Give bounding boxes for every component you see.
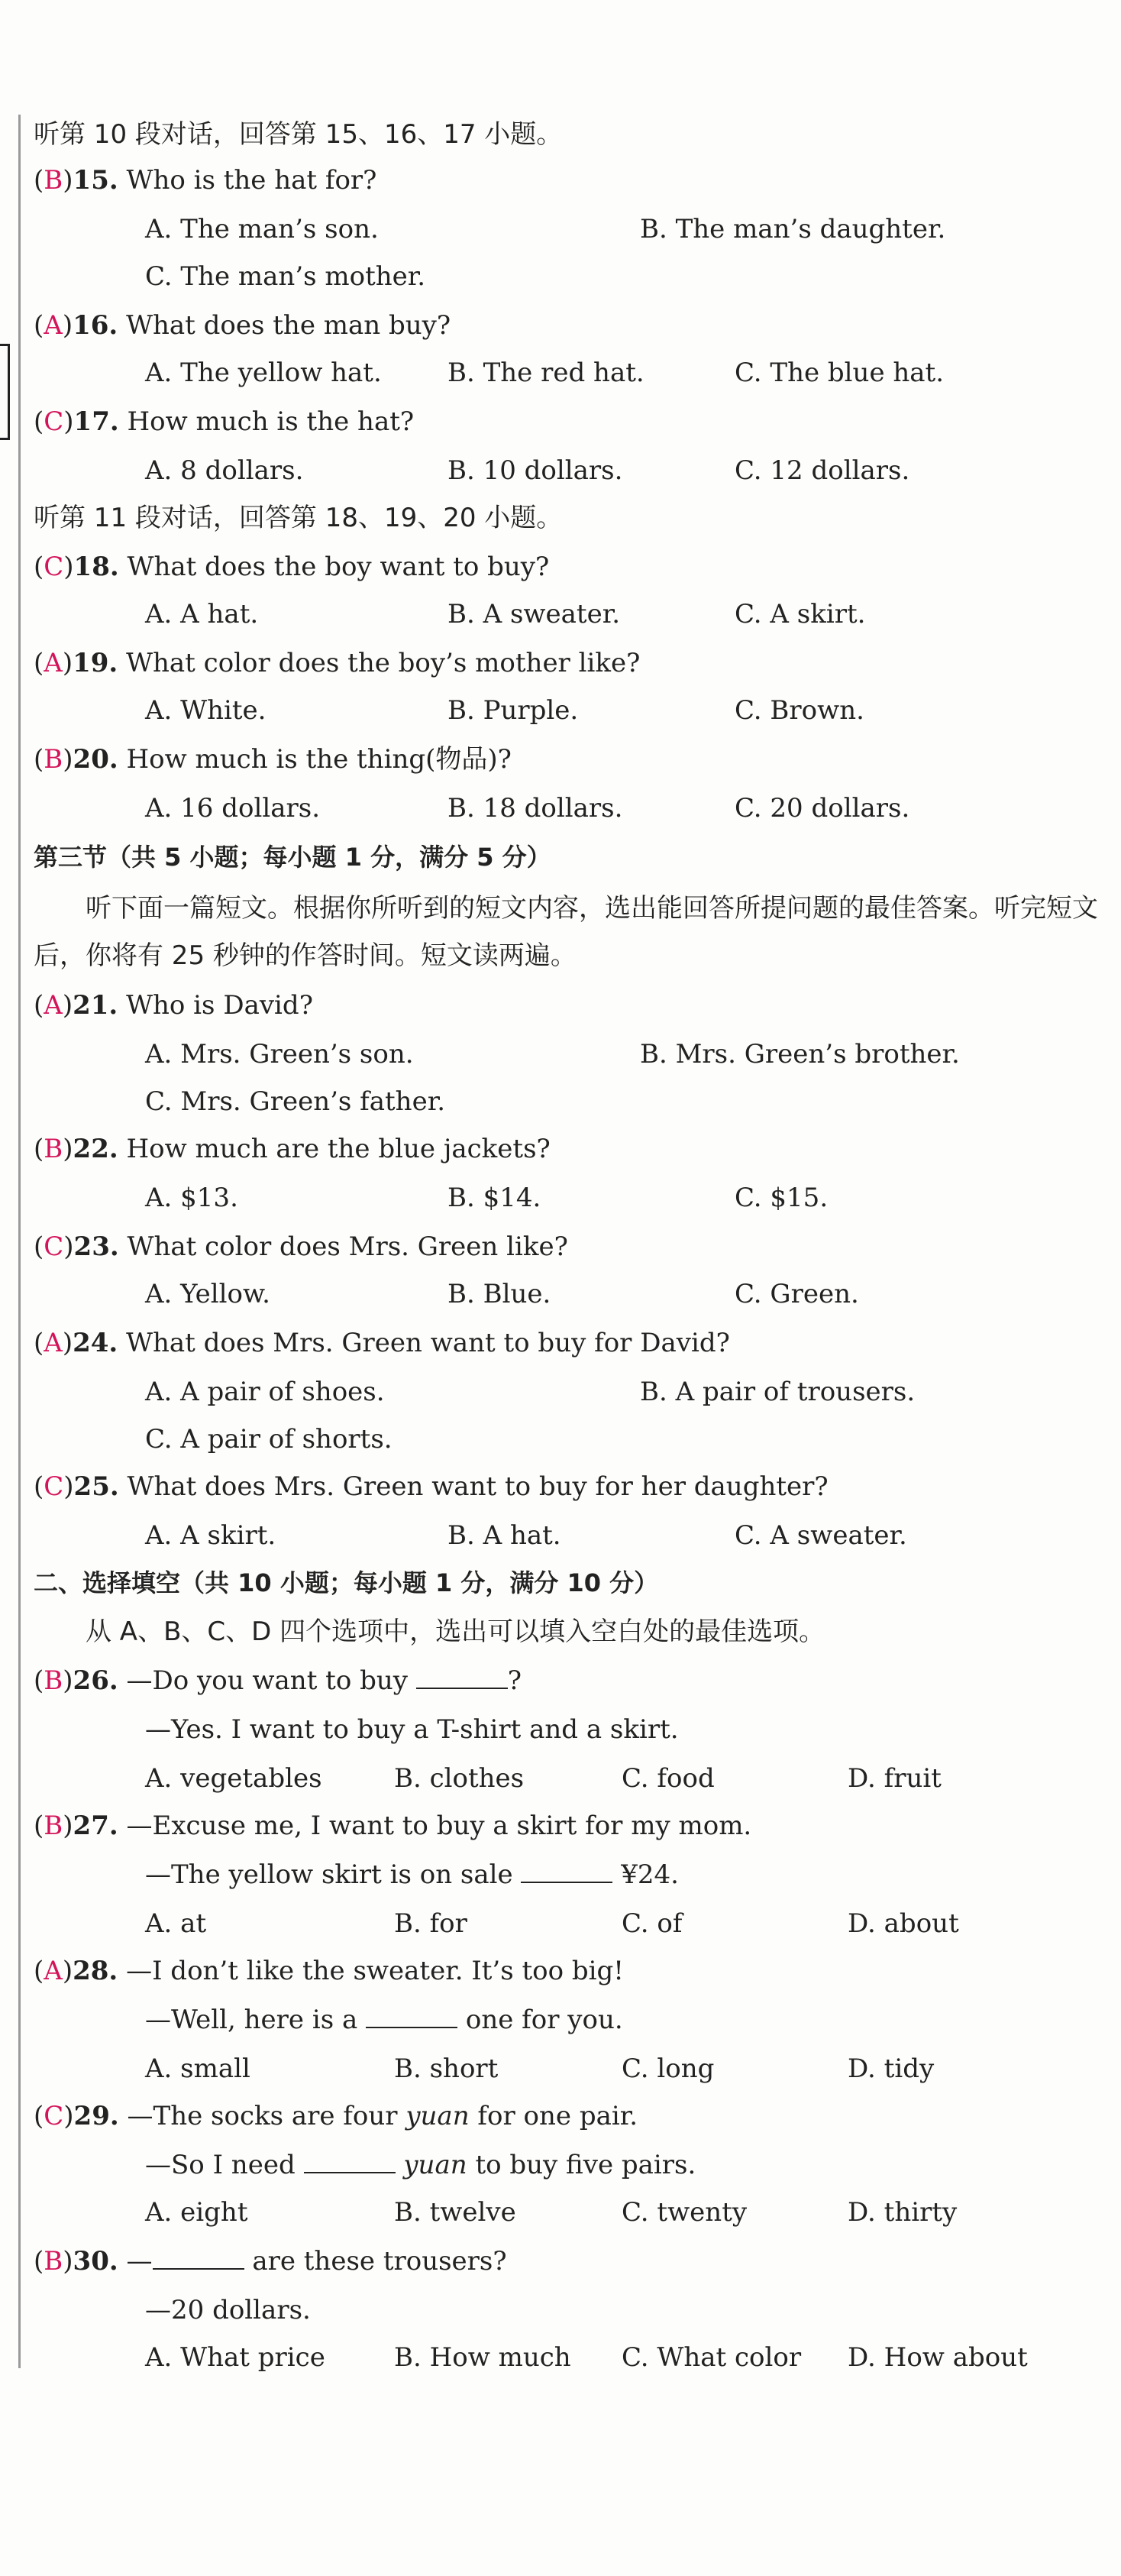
line-2-text: —The yellow skirt is on sale xyxy=(145,1859,513,1890)
question-text: —Do you want to buy xyxy=(126,1665,408,1696)
question-28-line-2 xyxy=(145,2003,623,2037)
question-number: 28. xyxy=(73,1956,118,1986)
question-text: What color does Mrs. Green like? xyxy=(127,1231,568,1262)
question-25: (C)25. What does Mrs. Green want to buy for her daughter? xyxy=(34,1471,829,1502)
part-10-header: 听第 10 段对话，回答第 15、16、17 小题。 xyxy=(34,119,563,150)
question-text: How much are the blue jackets? xyxy=(126,1134,551,1164)
question-number: 15. xyxy=(73,165,118,196)
option-21-b: B. Mrs. Green’s brother. xyxy=(640,1039,960,1070)
answer-21: A xyxy=(44,990,63,1021)
answer-27: B xyxy=(44,1811,63,1841)
option-22-c: C. $15. xyxy=(735,1183,829,1213)
line-2-text-italic: yuan xyxy=(403,2150,467,2180)
section-3-instructions: 听下面一篇短文。根据你所听到的短文内容，选出能回答所提问题的最佳答案。听完短文后，你将有 25 秒钟的作答时间。短文读两遍。 xyxy=(34,893,1098,971)
option-24-b: B. A pair of trousers. xyxy=(640,1377,916,1407)
option-17-a: A. 8 dollars. xyxy=(145,455,304,486)
answer-17: C xyxy=(44,406,64,437)
question-24: (A)24. What does Mrs. Green want to buy for David? xyxy=(34,1328,730,1358)
answer-15: B xyxy=(44,165,63,196)
question-text: — xyxy=(126,2246,153,2277)
question-number: 18. xyxy=(73,552,119,582)
question-text: —The socks are four xyxy=(127,2101,398,2131)
option-26-d: D. fruit xyxy=(848,1763,942,1794)
option-23-a: A. Yellow. xyxy=(145,1279,270,1309)
option-15-b: B. The man’s daughter. xyxy=(640,214,946,244)
answer-30: B xyxy=(44,2246,63,2277)
option-21-a: A. Mrs. Green’s son. xyxy=(145,1039,414,1070)
option-15-a: A. The man’s son. xyxy=(145,214,379,244)
question-27: (B)27. —Excuse me, I want to buy a skirt for my mom. xyxy=(34,1811,752,1841)
question-number: 26. xyxy=(73,1665,118,1696)
option-19-c: C. Brown. xyxy=(735,695,864,726)
part-11-header: 听第 11 段对话，回答第 18、19、20 小题。 xyxy=(34,503,563,533)
answer-blank[interactable] xyxy=(153,2247,244,2270)
option-27-d: D. about xyxy=(848,1908,959,1939)
line-2-text-after: ¥24. xyxy=(621,1859,679,1890)
question-text: What does Mrs. Green want to buy for David? xyxy=(126,1328,730,1358)
answer-blank[interactable] xyxy=(521,1860,612,1883)
option-23-b: B. Blue. xyxy=(447,1279,551,1309)
question-23: (C)23. What color does Mrs. Green like? xyxy=(34,1231,568,1262)
option-20-a: A. 16 dollars. xyxy=(145,793,321,824)
answer-26: B xyxy=(44,1665,63,1696)
answer-24: A xyxy=(44,1328,63,1358)
question-number: 24. xyxy=(73,1328,118,1358)
question-19: (A)19. What color does the boy’s mother like? xyxy=(34,648,641,678)
question-18: (C)18. What does the boy want to buy? xyxy=(34,552,550,582)
answer-blank[interactable] xyxy=(304,2150,396,2173)
line-2-text: —Well, here is a xyxy=(145,2005,358,2035)
question-17: (C)17. How much is the hat? xyxy=(34,406,415,437)
option-16-a: A. The yellow hat. xyxy=(145,358,382,388)
option-27-a: A. at xyxy=(145,1908,207,1939)
question-text: —I don’t like the sweater. It’s too big! xyxy=(126,1956,624,1986)
option-17-b: B. 10 dollars. xyxy=(447,455,623,486)
option-20-b: B. 18 dollars. xyxy=(447,793,623,824)
option-22-a: A. $13. xyxy=(145,1183,238,1213)
answer-blank[interactable] xyxy=(366,2005,457,2028)
option-18-b: B. A sweater. xyxy=(447,599,621,629)
question-text: What does Mrs. Green want to buy for her daughter? xyxy=(127,1471,829,1502)
question-16: (A)16. What does the man buy? xyxy=(34,310,451,341)
question-text: Who is the hat for? xyxy=(126,165,377,196)
question-26: (B)26. —Do you want to buy ? xyxy=(34,1665,522,1696)
option-17-c: C. 12 dollars. xyxy=(735,455,910,486)
option-30-a: A. What price xyxy=(145,2342,325,2373)
question-number: 23. xyxy=(73,1231,119,1262)
answer-29: C xyxy=(44,2101,64,2131)
option-30-d: D. How about xyxy=(848,2342,1028,2373)
question-number: 20. xyxy=(73,744,118,775)
answer-16: A xyxy=(44,310,63,341)
question-text-after: ? xyxy=(507,1665,522,1696)
option-28-c: C. long xyxy=(622,2053,715,2084)
option-29-d: D. thirty xyxy=(848,2197,958,2228)
question-29-line-2 xyxy=(145,2148,696,2182)
question-29: (C)29. —The socks are four yuan for one pair. xyxy=(34,2101,638,2131)
option-26-c: C. food xyxy=(622,1763,715,1794)
option-24-c: C. A pair of shorts. xyxy=(145,1424,393,1455)
option-27-c: C. of xyxy=(622,1908,683,1939)
answer-23: C xyxy=(44,1231,64,1262)
question-number: 29. xyxy=(73,2101,119,2131)
option-29-c: C. twenty xyxy=(622,2197,748,2228)
answer-25: C xyxy=(44,1471,64,1502)
line-2-text-after: to buy five pairs. xyxy=(475,2150,696,2180)
answer-28: A xyxy=(44,1956,63,1986)
option-29-a: A. eight xyxy=(145,2197,248,2228)
question-text-after: are these trousers? xyxy=(252,2246,507,2277)
option-26-a: A. vegetables xyxy=(145,1763,322,1794)
question-number: 30. xyxy=(73,2246,118,2277)
part-2-instructions: 从 A、B、C、D 四个选项中，选出可以填入空白处的最佳选项。 xyxy=(86,1616,825,1647)
question-number: 16. xyxy=(73,310,118,341)
option-16-b: B. The red hat. xyxy=(447,358,644,388)
option-16-c: C. The blue hat. xyxy=(735,358,945,388)
question-text: What does the boy want to buy? xyxy=(127,552,550,582)
question-28: (A)28. —I don’t like the sweater. It’s too big! xyxy=(34,1956,624,1986)
answer-blank[interactable] xyxy=(416,1666,508,1689)
option-19-b: B. Purple. xyxy=(447,695,579,726)
answer-19: A xyxy=(44,648,63,678)
question-15: (B)15. Who is the hat for? xyxy=(34,165,377,196)
option-29-b: B. twelve xyxy=(394,2197,516,2228)
question-number: 27. xyxy=(73,1811,118,1841)
option-20-c: C. 20 dollars. xyxy=(735,793,910,824)
question-number: 21. xyxy=(73,990,118,1021)
option-18-c: C. A skirt. xyxy=(735,599,866,629)
option-28-b: B. short xyxy=(394,2053,499,2084)
question-text: How much is the hat? xyxy=(127,406,415,437)
option-28-a: A. small xyxy=(145,2053,250,2084)
question-text: How much is the thing(物品)? xyxy=(126,744,512,775)
option-18-a: A. A hat. xyxy=(145,599,259,629)
option-25-c: C. A sweater. xyxy=(735,1520,907,1551)
option-30-c: C. What color xyxy=(622,2342,802,2373)
question-27-line-2 xyxy=(145,1858,679,1892)
question-21: (A)21. Who is David? xyxy=(34,990,313,1021)
answer-18: C xyxy=(44,552,64,582)
option-15-c: C. The man’s mother. xyxy=(145,261,426,292)
option-23-c: C. Green. xyxy=(735,1279,859,1309)
option-25-b: B. A hat. xyxy=(447,1520,561,1551)
option-19-a: A. White. xyxy=(145,695,267,726)
line-2-text: —So I need xyxy=(145,2150,296,2180)
question-20: (B)20. How much is the thing(物品)? xyxy=(34,744,512,775)
answer-22: B xyxy=(44,1134,63,1164)
question-text: What does the man buy? xyxy=(126,310,451,341)
option-30-b: B. How much xyxy=(394,2342,571,2373)
question-30: (B)30. — are these trousers? xyxy=(34,2246,507,2277)
binding-mark xyxy=(0,344,10,440)
option-25-a: A. A skirt. xyxy=(145,1520,276,1551)
part-2-title: 二、选择填空（共 10 小题；每小题 1 分，满分 10 分） xyxy=(34,1568,659,1597)
question-text: What color does the boy’s mother like? xyxy=(126,648,641,678)
question-number: 25. xyxy=(73,1471,119,1502)
option-22-b: B. $14. xyxy=(447,1183,541,1213)
answer-20: B xyxy=(44,744,63,775)
section-3-title: 第三节（共 5 小题；每小题 1 分，满分 5 分） xyxy=(34,843,551,872)
question-26-line-2: —Yes. I want to buy a T-shirt and a skirt. xyxy=(145,1714,679,1745)
line-2-text-after: one for you. xyxy=(465,2005,623,2035)
option-21-c: C. Mrs. Green’s father. xyxy=(145,1086,446,1117)
question-22: (B)22. How much are the blue jackets? xyxy=(34,1134,551,1164)
question-text-after: for one pair. xyxy=(477,2101,638,2131)
question-number: 17. xyxy=(73,406,119,437)
option-24-a: A. A pair of shoes. xyxy=(145,1377,385,1407)
option-27-b: B. for xyxy=(394,1908,467,1939)
question-30-line-2: —20 dollars. xyxy=(145,2295,311,2325)
question-text-italic: yuan xyxy=(405,2101,470,2131)
question-number: 19. xyxy=(73,648,118,678)
question-text: —Excuse me, I want to buy a skirt for my mom. xyxy=(126,1811,752,1841)
option-28-d: D. tidy xyxy=(848,2053,935,2084)
question-number: 22. xyxy=(73,1134,118,1164)
option-26-b: B. clothes xyxy=(394,1763,525,1794)
binding-line xyxy=(18,115,21,2368)
question-text: Who is David? xyxy=(126,990,313,1021)
